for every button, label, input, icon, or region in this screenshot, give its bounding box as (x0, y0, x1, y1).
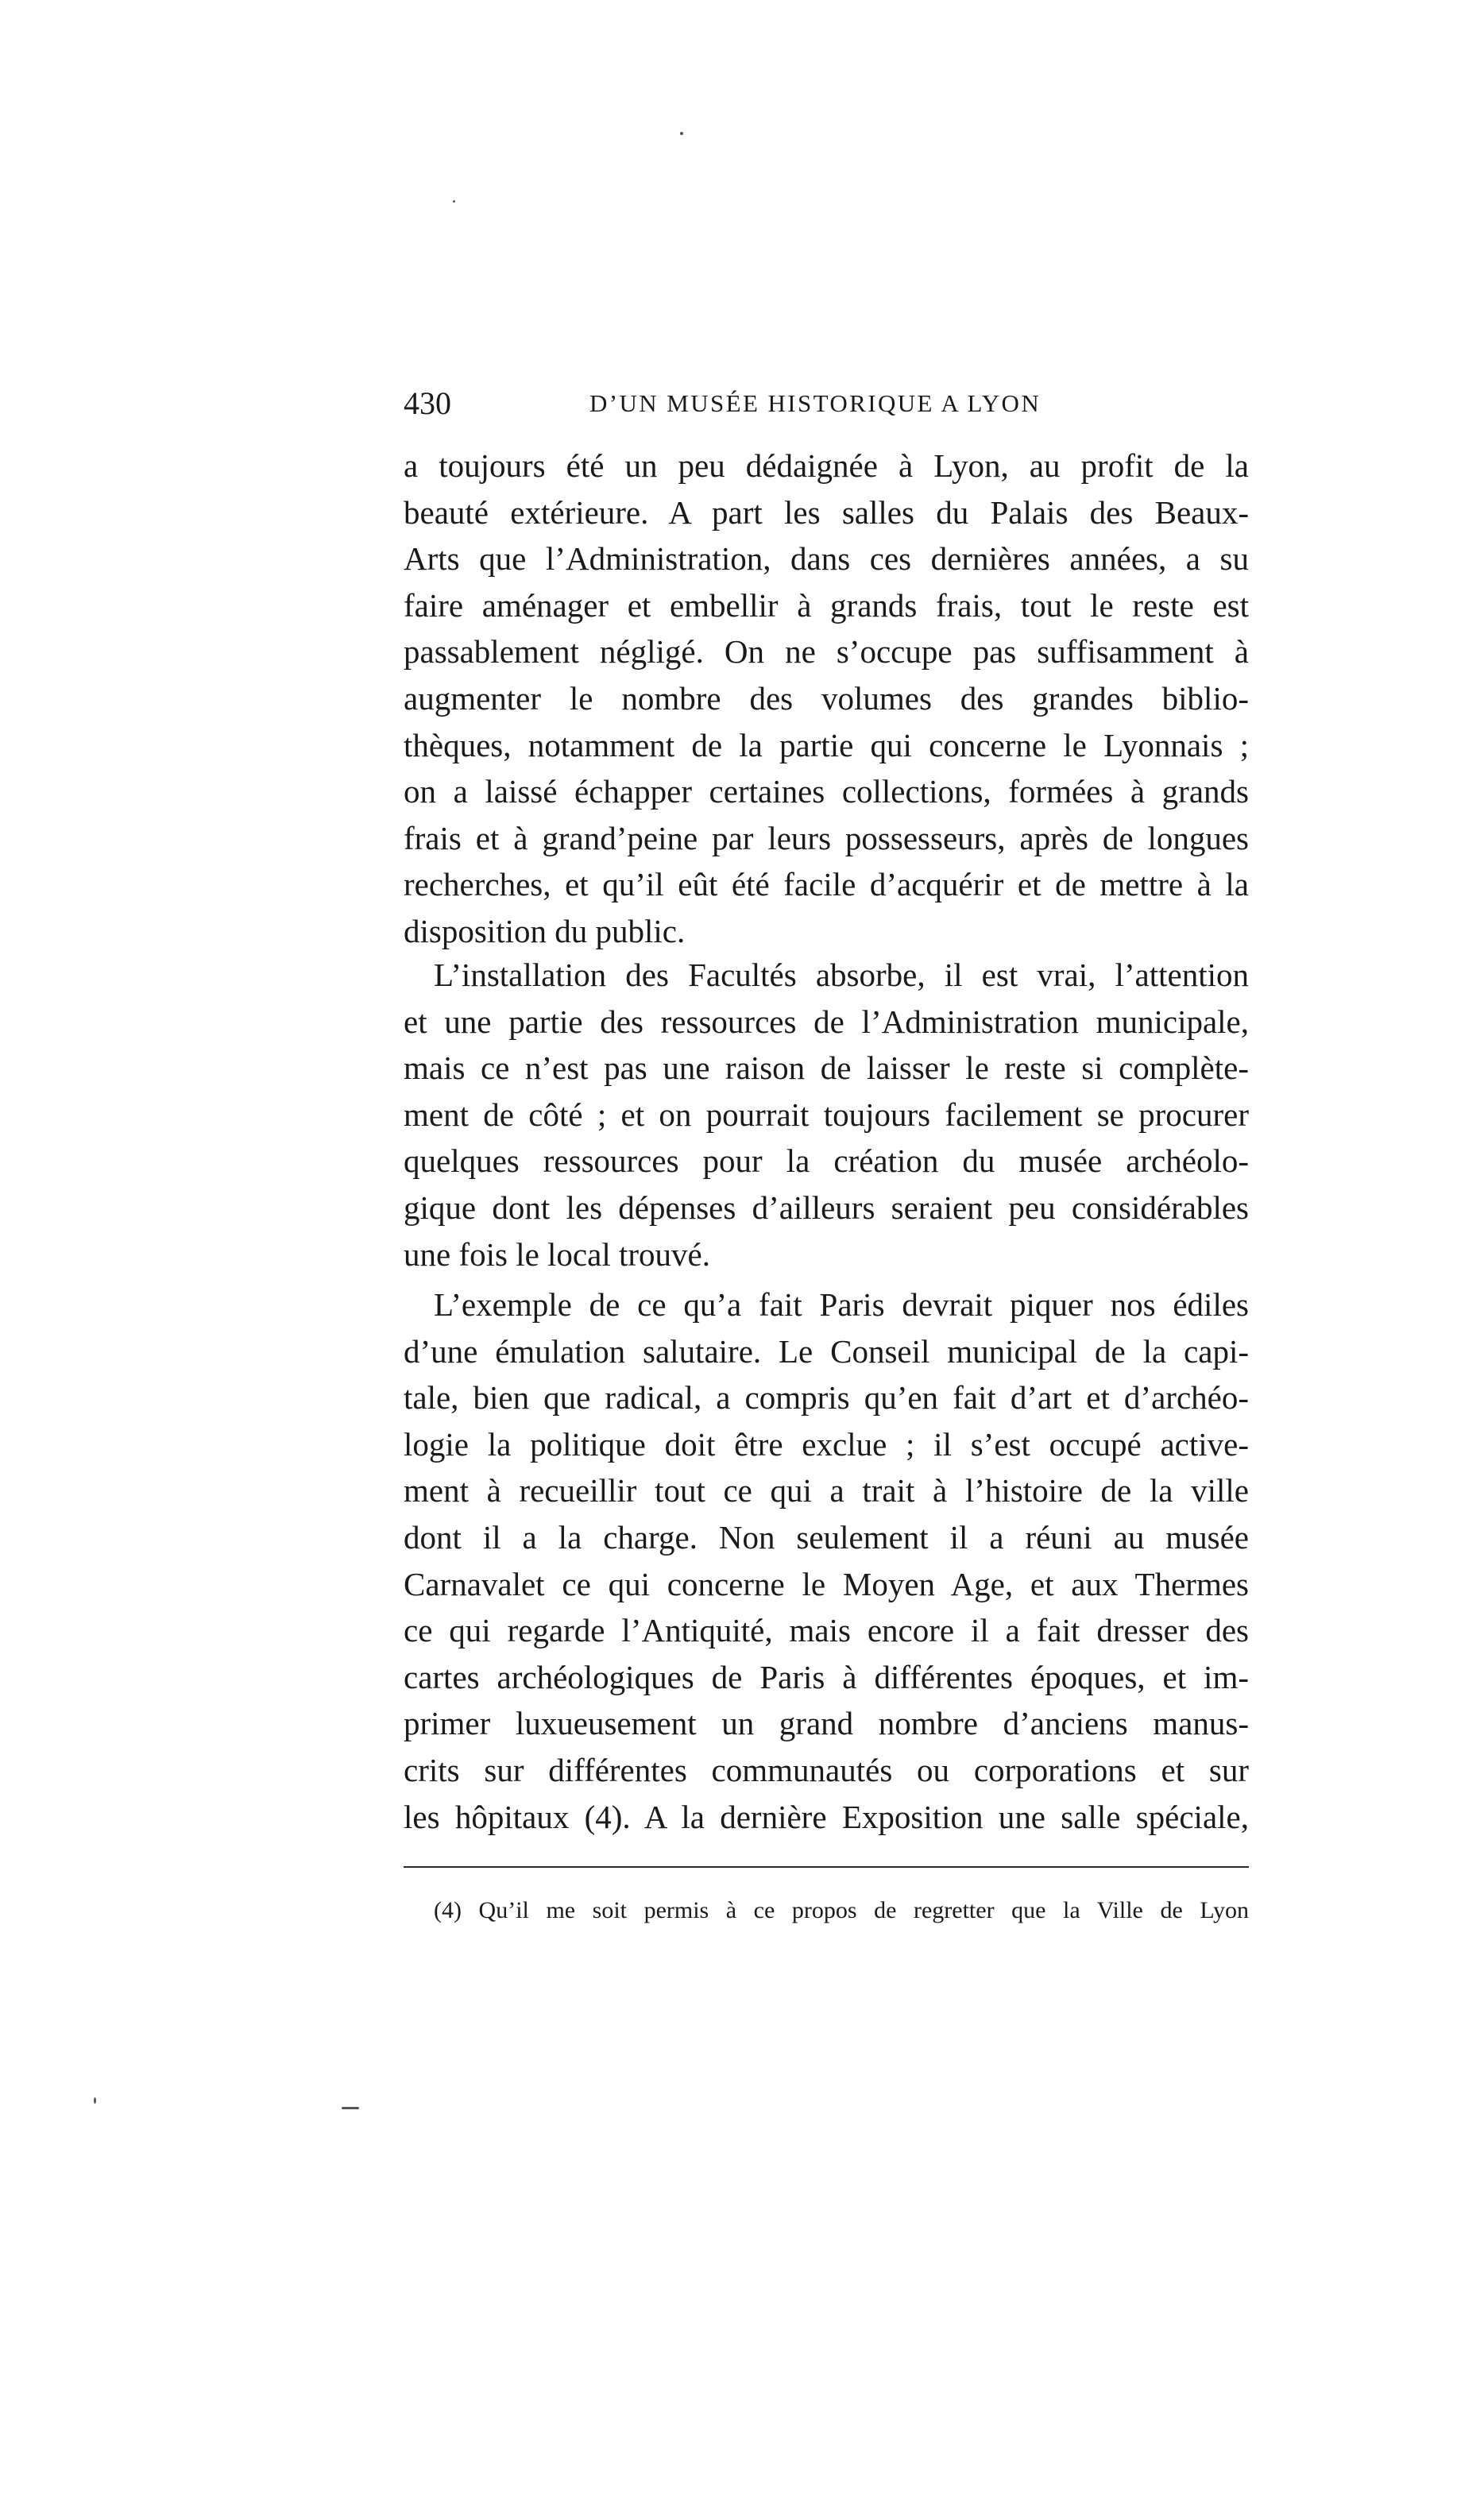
text-line: Carnavalet ce qui concerne le Moyen Age, et aux Thermes (404, 1565, 1249, 1602)
text-line: frais et à grand’peine par leurs possesseurs, après de longues (404, 819, 1249, 856)
text-line: dont il a la charge. Non seulement il a réuni au musée (404, 1518, 1249, 1556)
text-line: recherches, et qu’il eût été facile d’acquérir et de mettre à la (404, 866, 1249, 903)
text-line: cartes archéologiques de Paris à différentes époques, et im- (404, 1658, 1249, 1695)
text-line: gique dont les dépenses d’ailleurs seraient peu considérables (404, 1189, 1249, 1226)
text-line: passablement négligé. On ne s’occupe pas suffisamment à (404, 633, 1249, 671)
text-line: thèques, notamment de la partie qui concerne le Lyonnais ; (404, 726, 1249, 763)
text-line: mais ce n’est pas une raison de laisser le reste si complète- (404, 1049, 1249, 1087)
text-line: faire aménager et embellir à grands frais, tout le reste est (404, 586, 1249, 624)
footnote: (4) Qu’il me soit permis à ce propos de regretter que la Ville de Lyon (434, 1897, 1249, 1923)
text-line: et une partie des ressources de l’Administration municipale, (404, 1003, 1249, 1040)
text-line: Arts que l’Administration, dans ces dernières années, a su (404, 540, 1249, 578)
running-title: D’UN MUSÉE HISTORIQUE A LYON (589, 389, 1042, 417)
text-line: crits sur différentes communautés ou corporations et sur (404, 1751, 1249, 1788)
text-line: ce qui regarde l’Antiquité, mais encore il a fait dresser des (404, 1612, 1249, 1649)
text-line: L’installation des Facultés absorbe, il est vrai, l’attention (434, 957, 1249, 993)
text-line: tale, bien que radical, a compris qu’en fait d’art et d’archéo- (404, 1379, 1249, 1417)
paragraph-2 (404, 952, 1249, 1277)
text-line: d’une émulation salutaire. Le Conseil municipal de la capi- (404, 1332, 1249, 1370)
paragraph-3 (404, 1281, 1249, 1840)
footnote-divider (404, 1866, 1249, 1868)
text-line: les hôpitaux (4). A la dernière Exposition une salle spéciale, (404, 1798, 1249, 1835)
scan-speck (453, 200, 455, 203)
paragraph-1 (404, 443, 1249, 955)
text-line: on a laissé échapper certaines collections, formées à grands (404, 773, 1249, 810)
page-number: 430 (404, 385, 451, 421)
page-header (404, 380, 1249, 427)
text-line: quelques ressources pour la création du musée archéolo- (404, 1142, 1249, 1180)
text-line: ment à recueillir tout ce qui a trait à l’histoire de la ville (404, 1472, 1249, 1509)
scan-speck (342, 2107, 359, 2109)
text-line: une fois le local trouvé. (404, 1235, 710, 1273)
text-line: beauté extérieure. A part les salles du Palais des Beaux- (404, 493, 1249, 531)
text-line: L’exemple de ce qu’a fait Paris devrait piquer nos édiles (434, 1286, 1249, 1323)
scan-speck (94, 2097, 96, 2104)
text-line: primer luxueusement un grand nombre d’anciens manus- (404, 1705, 1249, 1742)
text-line: ment de côté ; et on pourrait toujours facilement se procurer (404, 1096, 1249, 1133)
text-line: augmenter le nombre des volumes des grandes biblio- (404, 679, 1249, 717)
scan-speck (680, 132, 683, 135)
text-line: disposition du public. (404, 912, 686, 949)
text-line: logie la politique doit être exclue ; il s’est occupé active- (404, 1425, 1249, 1463)
text-line: a toujours été un peu dédaignée à Lyon, au profit de la (404, 447, 1249, 484)
